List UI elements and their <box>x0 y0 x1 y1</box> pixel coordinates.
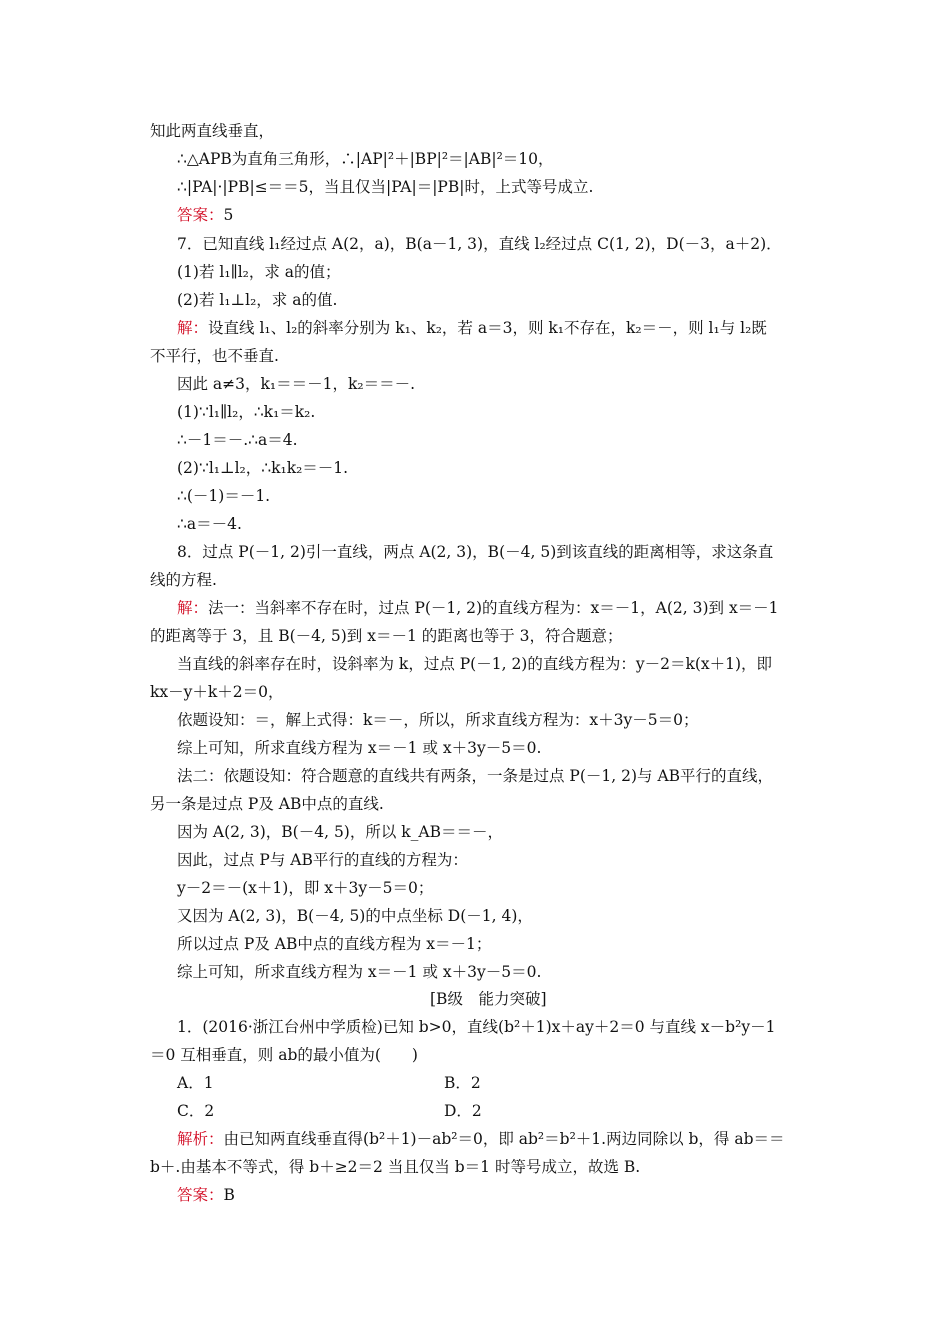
answer-value: 5 <box>223 206 234 224</box>
text-line: 又因为 A(2, 3)，B(－4, 5)的中点坐标 D(－1, 4)， <box>177 907 533 925</box>
solution-line <box>177 598 779 618</box>
text-line: 因此，过点 P与 AB平行的直线的方程为： <box>177 851 468 869</box>
text-line: (1)若 l₁∥l₂，求 a的值； <box>177 263 341 281</box>
problem-7: 7．已知直线 l₁经过点 A(2，a)，B(a－1, 3)，直线 l₂经过点 C(1, 2)，D(－3，a＋2)． <box>177 235 782 253</box>
solution-text: 法一：当斜率不存在时，过点 P(－1, 2)的直线方程为：x＝－1，A(2, 3)到 x＝－1 <box>208 599 779 617</box>
answer-value: B <box>223 1186 235 1204</box>
text-line: ＝0 互相垂直，则 ab的最小值为( ) <box>150 1046 418 1064</box>
text-line: 另一条是过点 P及 AB中点的直线. <box>150 795 384 813</box>
answer-line <box>177 1185 235 1205</box>
text-line: 线的方程. <box>150 571 217 589</box>
text-line: kx－y＋k＋2＝0， <box>150 683 284 701</box>
text-line: y－2＝－(x＋1)，即 x＋3y－5＝0； <box>177 879 434 897</box>
problem-8: 8．过点 P(－1, 2)引一直线，两点 A(2, 3)，B(－4, 5)到该直线的距离相等，求这条直 <box>177 543 774 561</box>
text-line: (1)∵l₁∥l₂，∴k₁＝k₂. <box>177 403 316 421</box>
text-line: 的距离等于 3，且 B(－4, 5)到 x＝－1 的距离也等于 3，符合题意； <box>150 627 623 645</box>
text-line: 知此两直线垂直， <box>150 122 275 140</box>
text-line: 依题设知：＝，解上式得：k＝－，所以，所求直线方程为：x＋3y－5＝0； <box>177 711 699 729</box>
text-line: 当直线的斜率存在时，设斜率为 k，过点 P(－1, 2)的直线方程为：y－2＝k(x＋1)，即 <box>177 655 773 673</box>
solution-line <box>177 318 767 338</box>
answer-label: 答案： <box>177 1186 224 1204</box>
text-line: 综上可知，所求直线方程为 x＝－1 或 x＋3y－5＝0. <box>177 963 542 981</box>
text-line: 法二：依题设知：符合题意的直线共有两条，一条是过点 P(－1, 2)与 AB平行的直线， <box>177 767 774 785</box>
text-line: 综上可知，所求直线方程为 x＝－1 或 x＋3y－5＝0. <box>177 739 542 757</box>
text-line: b＋.由基本不等式，得 b＋≥2＝2 当且仅当 b＝1 时等号成立，故选 B. <box>150 1158 641 1176</box>
solution-text: 设直线 l₁、l₂的斜率分别为 k₁、k₂，若 a＝3，则 k₁不存在，k₂＝－，则 l₁与 l₂既 <box>208 319 767 337</box>
text-line: 不平行，也不垂直. <box>150 347 279 365</box>
text-line: (2)∵l₁⊥l₂，∴k₁k₂＝－1. <box>177 459 349 477</box>
solution-label: 解： <box>177 319 209 337</box>
text-line: ∴a＝－4. <box>177 515 242 533</box>
analysis-text: 由已知两直线垂直得(b²＋1)－ab²＝0，即 ab²＝b²＋1.两边同除以 b，得 ab＝＝ <box>223 1130 785 1148</box>
choice-b: B．2 <box>444 1074 481 1092</box>
text-line: 所以过点 P及 AB中点的直线方程为 x＝－1； <box>177 935 492 953</box>
text-line: 因此 a≠3，k₁＝＝－1，k₂＝＝－. <box>177 375 416 393</box>
text-line: ∴(－1)＝－1. <box>177 487 271 505</box>
answer-label: 答案： <box>177 206 224 224</box>
choice-a: A．1 <box>177 1074 214 1092</box>
text-line: ∴△APB为直角三角形，∴|AP|²＋|BP|²＝|AB|²＝10， <box>177 150 554 168</box>
choice-d: D．2 <box>444 1102 482 1120</box>
solution-label: 解： <box>177 599 209 617</box>
text-line: 因为 A(2, 3)，B(－4, 5)，所以 k_AB＝＝－， <box>177 823 504 841</box>
section-heading: [B级 能力突破] <box>430 990 547 1008</box>
text-line: ∴－1＝－.∴a＝4. <box>177 431 298 449</box>
analysis-label: 解析： <box>177 1130 224 1148</box>
analysis-line <box>177 1129 785 1149</box>
text-line: (2)若 l₁⊥l₂，求 a的值. <box>177 291 338 309</box>
answer-line <box>177 205 233 225</box>
text-line: ∴|PA|·|PB|≤＝＝5，当且仅当|PA|＝|PB|时，上式等号成立. <box>177 178 594 196</box>
choice-c: C．2 <box>177 1102 215 1120</box>
problem-1: 1．(2016·浙江台州中学质检)已知 b>0，直线(b²＋1)x＋ay＋2＝0 与直线 x－b²y－1 <box>177 1018 776 1036</box>
